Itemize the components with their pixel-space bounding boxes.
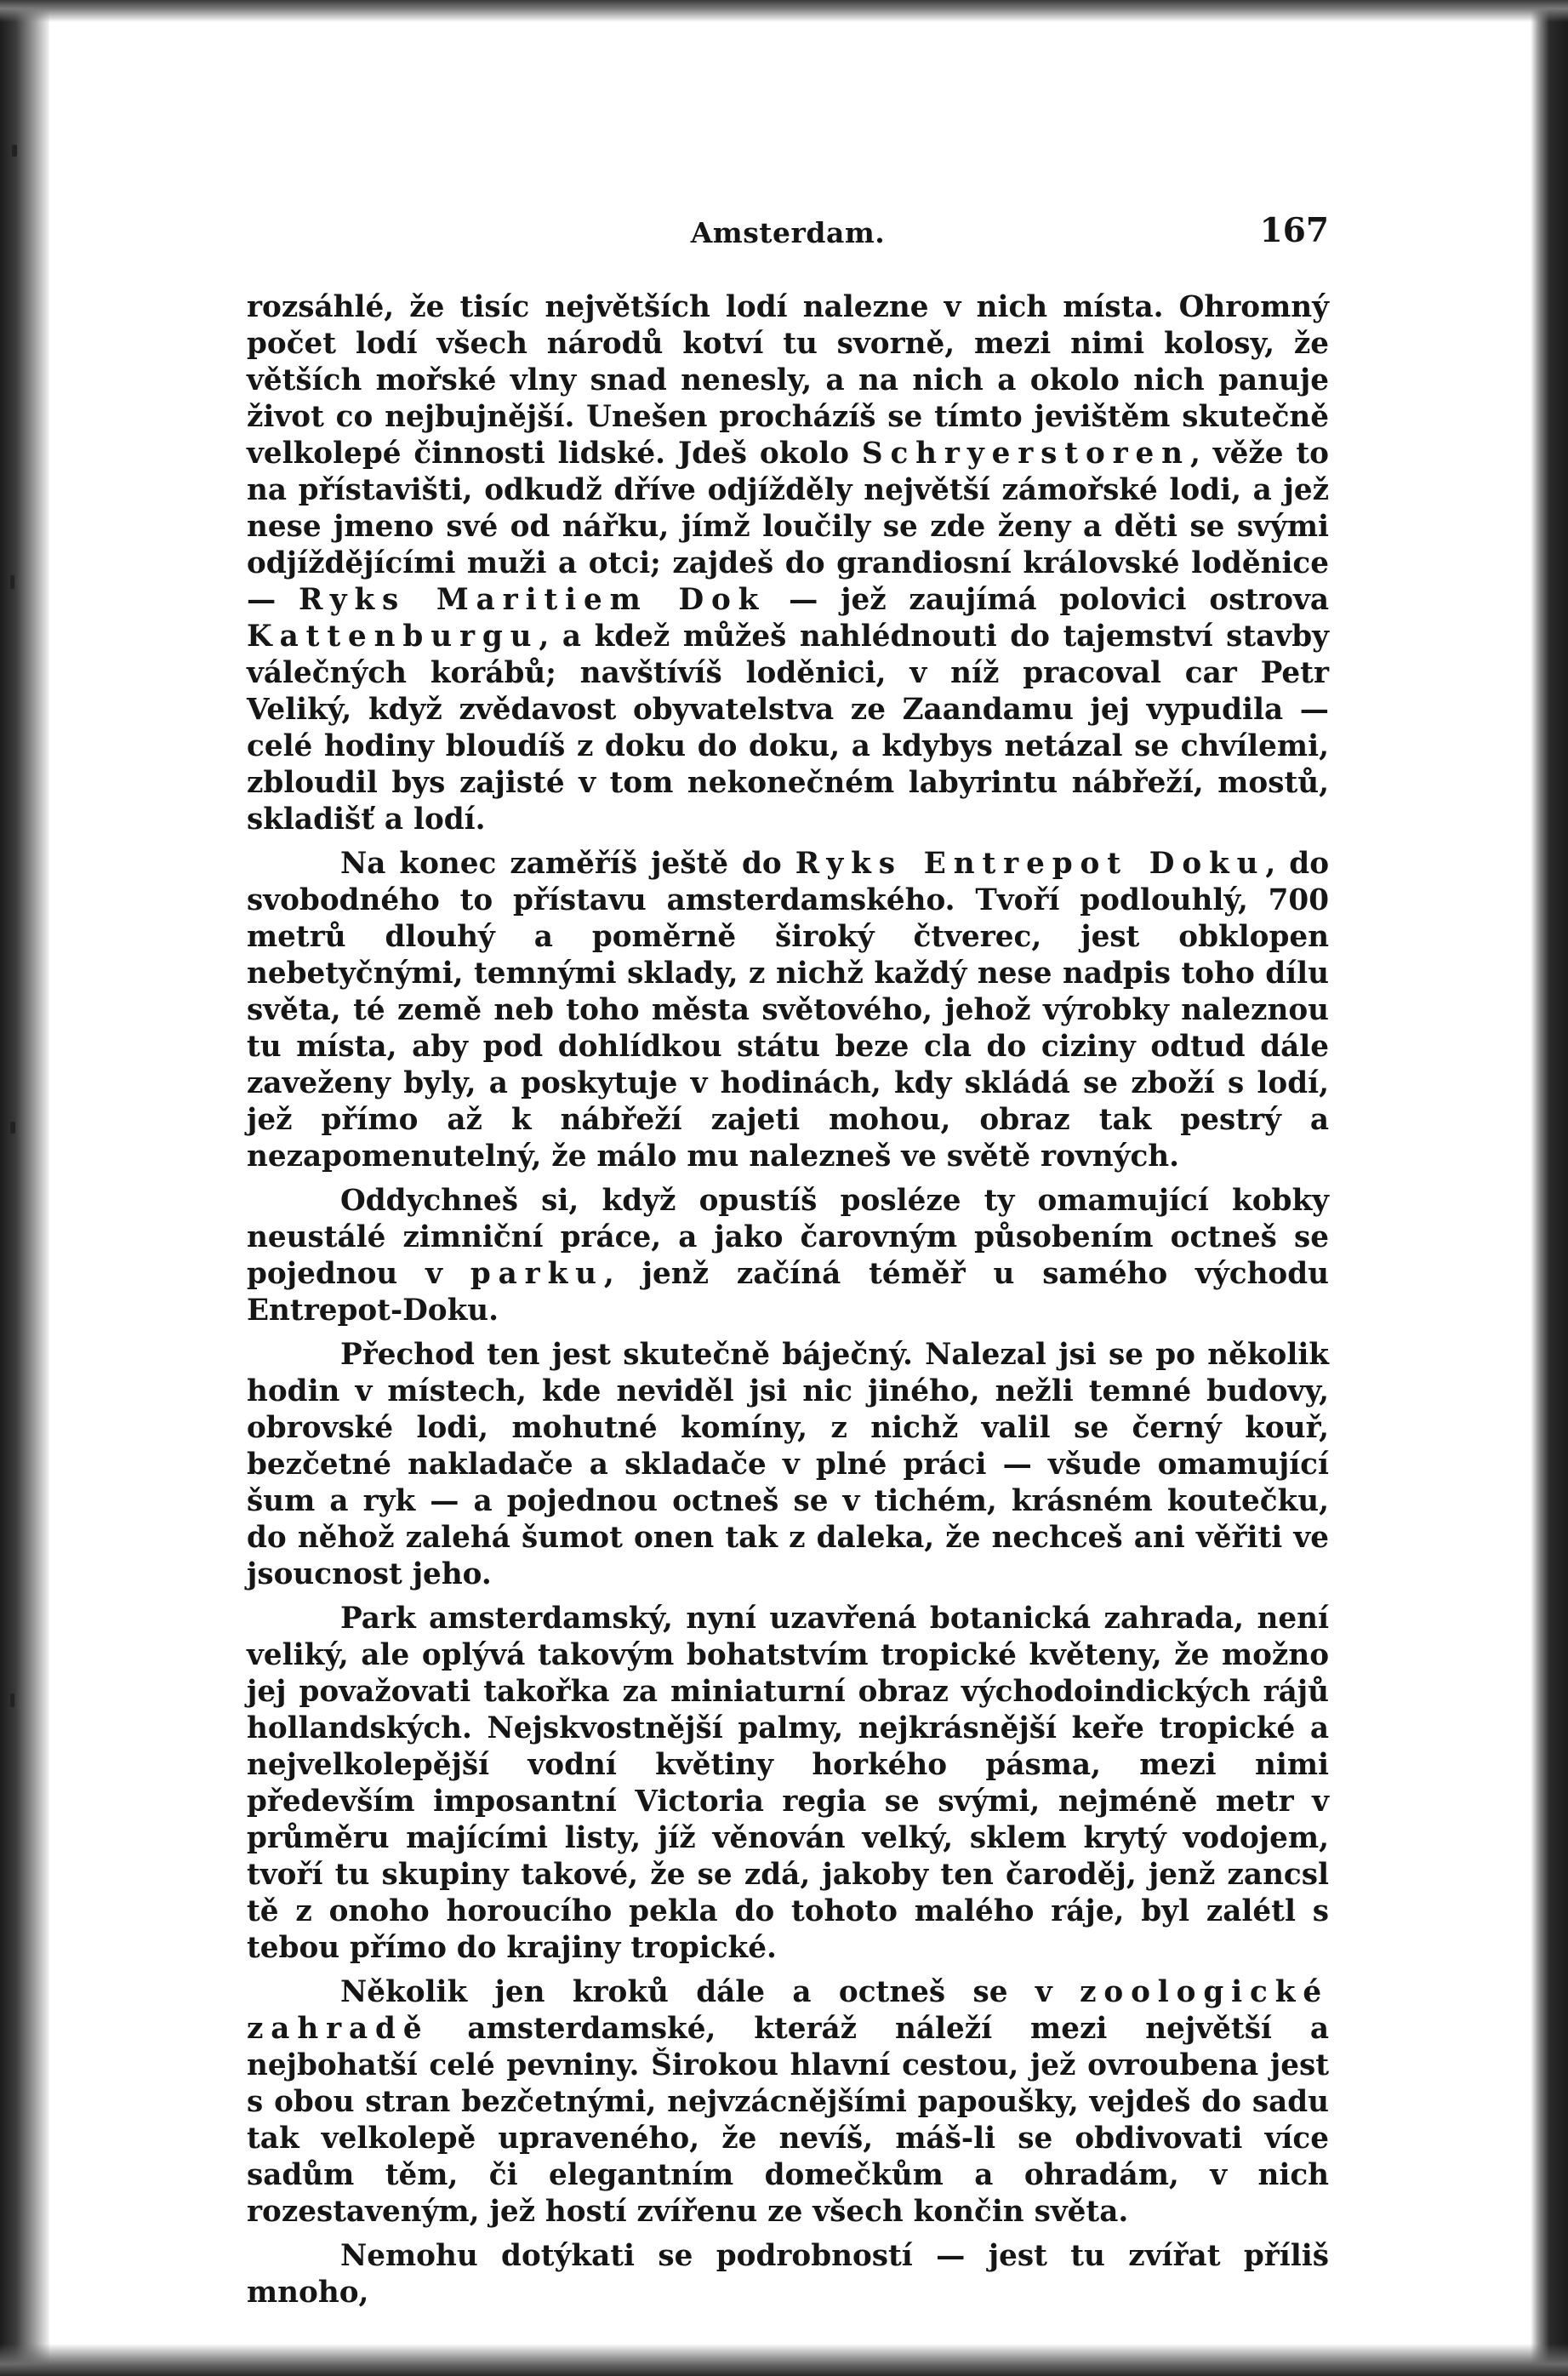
- paragraph-p4: [247, 1337, 1329, 1593]
- paragraph-text: Nemohu dotýkati se podrobností — jest tu zvířat příliš mnoho,: [247, 2239, 1329, 2310]
- paragraph-text: Přechod ten jest skutečně báječný. Nalezal jsi se po několik hodin v místech, kde neviděl jsi nic jiného, nežli temné budovy, obrovské lodi, mohutné komíny, z nichž valil se černý kouř, bezčetné nakladače a skladače v plné práci — všude omamující šum a ryk — a pojednou octneš se v tichém, krásném koutečku, do něhož zalehá šumot onen tak z daleka, že nechceš ani věřiti ve jsoucnost jeho.: [247, 1338, 1329, 1591]
- paragraph-text: — jež zaujímá polovici ostrova: [766, 583, 1329, 617]
- scan-mark: [10, 1122, 15, 1134]
- running-head: Amsterdam.: [690, 216, 886, 249]
- scan-top-edge: [0, 0, 1568, 22]
- paragraph-text: Na konec zaměříš ještě do: [340, 847, 795, 881]
- paragraph-text: amsterdamské, kteráž náleží mezi největší a nejbohatší celé pevniny. Širokou hlavní cestou, jež ovroubena jest s obou stran bezčetnými, nejvzácnějšími papoušky, vejdeš do sadu tak velkolepě upraveného, že nevíš, máš-li se obdivovati více sadům těm, či elegantním domečkům a ohradám, v nich rozestaveným, jež hostí zvířenu ze všech končin světa.: [247, 2012, 1329, 2229]
- scan-bottom-edge: [0, 2344, 1568, 2376]
- scan-mark: [12, 145, 17, 157]
- scan-left-edge: [0, 0, 49, 2376]
- body-text: [247, 289, 1329, 2311]
- paragraph-text: rozsáhlé, že tisíc největších lodí nalezne v nich místa. Ohromný počet lodí všech národů kotví tu svorně, mezi nimi kolosy, že větších mořské vlny snad nenesly, a na nich a okolo nich panuje život co nejbujnější. Unešen procházíš se tímto jevištěm skutečně velkolepé činnosti lidské. Jdeš okolo: [247, 290, 1329, 471]
- paragraph-p5: [247, 1601, 1329, 1967]
- scan-mark: [10, 1693, 14, 1707]
- paragraph-p7: [247, 2238, 1329, 2311]
- page-header: [247, 204, 1329, 255]
- book-page: [247, 204, 1329, 2319]
- scan-right-edge: [1531, 0, 1568, 2376]
- paragraph-text: , do svobodného to přístavu amsterdamského. Tvoří podlouhlý, 700 metrů dlouhý a poměrně široký čtverec, jest obklopen nebetyčnými, temnými sklady, z nichž každý nese nadpis toho dílu světa, té země neb toho města světového, jehož výrobky naleznou tu místa, aby pod dohlídkou státu beze cla do ciziny odtud dále zaveženy byly, a poskytuje v hodinách, kdy skládá se zboží s lodí, jež přímo až k nábřeží zajeti mohou, obraz tak pestrý a nezapomenutelný, že málo mu nalezneš ve světě rovných.: [247, 847, 1329, 1174]
- paragraph-text: Park amsterdamský, nyní uzavřená botanická zahrada, není veliký, ale oplývá takovým bohatstvím tropické květeny, že možno jej považovati takořka za miniaturní obraz východoindických rájů hollandských. Nejskvostnější palmy, nejkrásnější keře tropické a nejvelkolepější vodní květiny horkého pásma, mezi nimi především imposantní Victoria regia se svými, nejméně metr v průměru majícími listy, jíž věnován velký, sklem krytý vodojem, tvoří tu skupiny takové, že se zdá, jakoby ten čaroděj, jenž zancsl tě z onoho horoucího pekla do tohoto malého ráje, byl zalétl s tebou přímo do krajiny tropické.: [247, 1602, 1329, 1965]
- page-number: 167: [1259, 211, 1329, 250]
- spaced-emphasis-text: Ryks Maritiem Dok: [299, 583, 767, 617]
- paragraph-text: Několik jen kroků dále a octneš se v: [340, 1975, 1080, 2009]
- scan-mark: [10, 575, 14, 589]
- paragraph-p1: [247, 289, 1329, 838]
- spaced-emphasis-text: Schryerstoren: [861, 437, 1190, 471]
- spaced-emphasis-text: parku: [470, 1257, 604, 1291]
- paragraph-text: , a kdež můžeš nahlédnouti do tajemství stavby válečných korábů; navštívíš loděnici, v níž pracoval car Petr Veliký, když zvědavost obyvatelstva ze Zaandamu jej vypudila — celé hodiny bloudíš z doku do doku, a kdybys netázal se chvílemi, zbloudil bys zajisté v tom nekonečném labyrintu nábřeží, mostů, skladišť a lodí.: [247, 620, 1329, 837]
- spaced-emphasis-text: zoologické zahradě: [247, 1975, 1329, 2046]
- paragraph-p6: [247, 1974, 1329, 2230]
- paragraph-p3: [247, 1183, 1329, 1329]
- paragraph-text: , jenž začíná téměř u samého východu Entrepot-Doku.: [247, 1257, 1329, 1328]
- spaced-emphasis-text: Ryks Entrepot Doku: [795, 847, 1266, 881]
- paragraph-text: , věže to na přístavišti, odkudž dříve odjížděly největší zámořské lodi, a jež nese jmeno své od nářku, jímž loučily se zde ženy a děti se svými odjíždějícími muži a otci; zajdeš do grandiosní královské loděnice —: [247, 437, 1329, 617]
- paragraph-p2: [247, 846, 1329, 1175]
- paragraph-text: Oddychneš si, když opustíš posléze ty omamující kobky neustálé zimniční práce, a jako čarovným působením octneš se pojednou v: [247, 1184, 1329, 1291]
- spaced-emphasis-text: Kattenburgu: [247, 620, 539, 654]
